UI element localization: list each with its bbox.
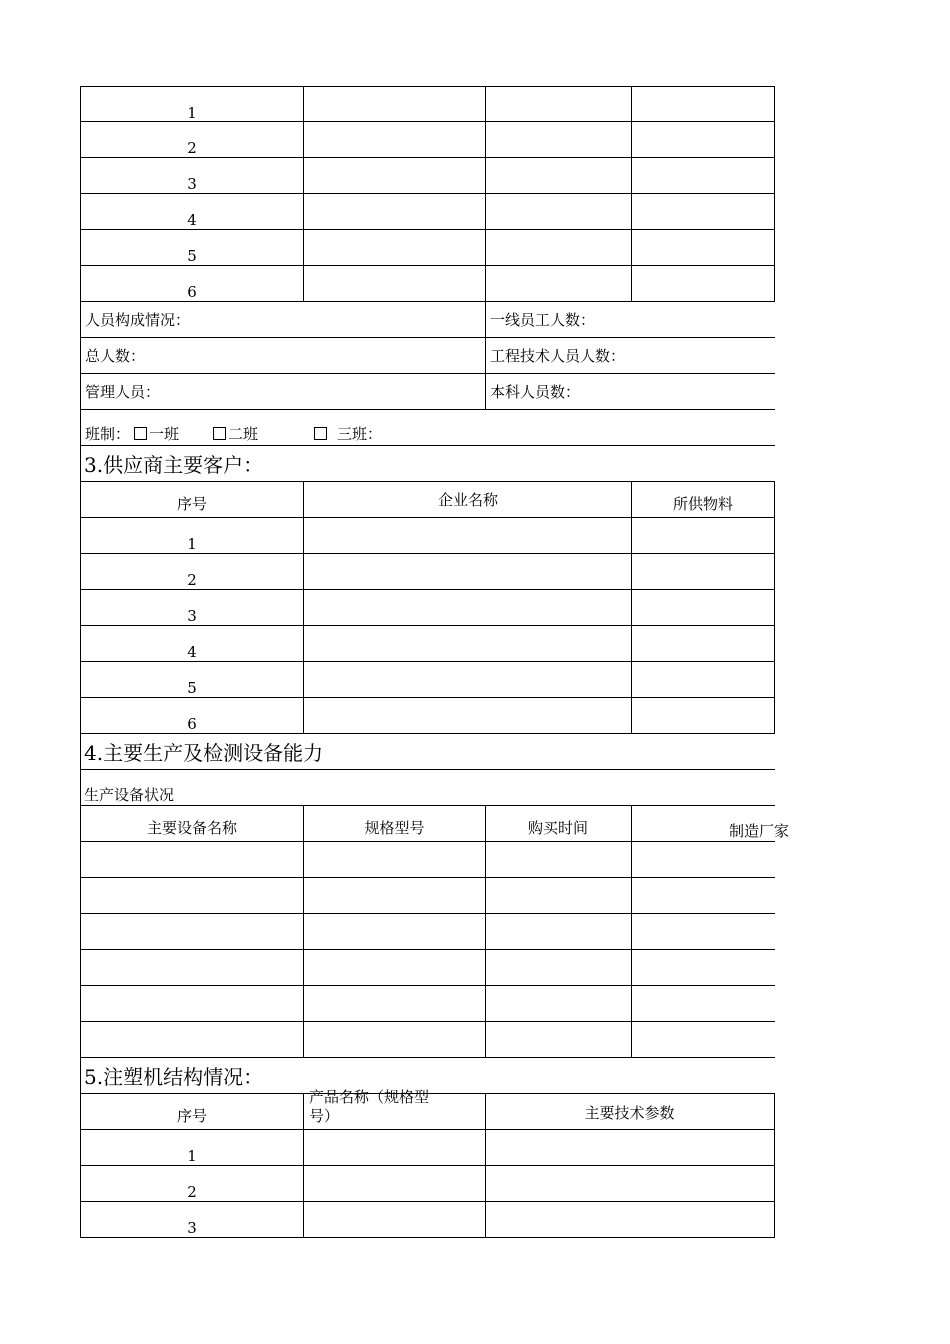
row-index: 3 — [187, 175, 197, 193]
section3-rows — [80, 518, 775, 734]
purchase-date-cell[interactable] — [485, 842, 632, 878]
equipment-name-cell[interactable] — [80, 1022, 304, 1058]
table-row — [80, 878, 775, 914]
section3-header-company-text: 企业名称 — [437, 491, 498, 509]
section3-title: 3.供应商主要客户： — [80, 446, 775, 482]
blank-cell[interactable] — [304, 122, 486, 158]
table-row — [80, 266, 775, 302]
row-index: 4 — [187, 211, 197, 229]
row-index: 6 — [187, 283, 197, 301]
company-cell[interactable] — [304, 626, 632, 662]
row-index: 5 — [187, 679, 197, 697]
row-index-cell — [80, 1166, 304, 1202]
row-index: 4 — [187, 643, 197, 661]
table-row — [80, 590, 775, 626]
table-row — [80, 1166, 775, 1202]
table-row — [80, 914, 775, 950]
section5-header-product-line2: 号） — [309, 1107, 340, 1125]
material-cell[interactable] — [631, 554, 775, 590]
shift-3-label: 三班： — [337, 425, 383, 443]
table-row — [80, 86, 775, 122]
section3-header-company — [304, 482, 632, 518]
engineers-cell — [485, 338, 775, 374]
table-row — [80, 626, 775, 662]
section3-title-row — [80, 446, 775, 482]
table-row — [80, 986, 775, 1022]
company-cell[interactable] — [304, 554, 632, 590]
total-cell — [80, 338, 485, 374]
table-row — [80, 842, 775, 878]
row-index-cell — [80, 1130, 304, 1166]
managers-label: 管理人员： — [85, 383, 161, 401]
section5-header-params — [485, 1094, 775, 1130]
row-index: 1 — [187, 104, 197, 122]
shift-3-checkbox[interactable] — [314, 427, 327, 440]
company-cell[interactable] — [304, 590, 632, 626]
section5-header-product-line1: 产品名称（规格型 — [309, 1088, 430, 1106]
table-row — [80, 194, 775, 230]
product-cell[interactable] — [304, 1166, 486, 1202]
section5-header-index — [80, 1094, 304, 1130]
section4-header-row — [80, 806, 790, 842]
shift-1-label: 一班 — [149, 425, 180, 443]
section4-subtitle: 生产设备状况 — [84, 786, 175, 804]
frontline-label: 一线员工人数： — [490, 311, 596, 329]
shift-label: 班制： — [85, 425, 131, 443]
bachelor-cell — [485, 374, 775, 410]
section4-header-maker-text: 制造厂家 — [729, 822, 790, 840]
total-label: 总人数： — [85, 347, 146, 365]
blank-cell[interactable] — [485, 158, 632, 194]
shift-2-checkbox[interactable] — [213, 427, 226, 440]
section5-title: 5.注塑机结构情况： — [80, 1058, 775, 1094]
section5-header-index-text: 序号 — [176, 1107, 207, 1125]
table-row — [80, 122, 775, 158]
section3-header-index-text: 序号 — [176, 495, 207, 513]
bachelor-label: 本科人员数： — [490, 383, 581, 401]
purchase-date-cell[interactable] — [485, 878, 632, 914]
equipment-model-cell[interactable] — [304, 842, 486, 878]
table-row — [80, 230, 775, 266]
equipment-name-cell[interactable] — [80, 986, 304, 1022]
table-row — [80, 662, 775, 698]
blank-cell[interactable] — [304, 86, 486, 122]
manufacturer-cell[interactable] — [631, 878, 775, 914]
shift-2-label: 二班 — [228, 425, 259, 443]
section4-header-name — [80, 806, 304, 842]
section4-rows — [80, 842, 775, 1058]
section4-header-date-text: 购买时间 — [527, 819, 588, 837]
material-cell[interactable] — [631, 698, 775, 734]
section4-title: 4.主要生产及检测设备能力 — [80, 734, 775, 770]
row-index: 1 — [187, 1147, 197, 1165]
blank-cell[interactable] — [304, 230, 486, 266]
section4-subtitle-row — [80, 770, 775, 806]
blank-cell[interactable] — [631, 122, 775, 158]
table-row — [80, 1022, 775, 1058]
frontline-cell — [485, 302, 775, 338]
row-index-cell — [80, 1202, 304, 1238]
params-cell[interactable] — [485, 1202, 775, 1238]
shift-cell — [80, 410, 775, 446]
blank-cell[interactable] — [304, 194, 486, 230]
section4-header-name-text: 主要设备名称 — [146, 819, 237, 837]
table-row — [80, 158, 775, 194]
row-index: 3 — [187, 1219, 197, 1237]
equipment-name-cell[interactable] — [80, 914, 304, 950]
personnel-composition-cell — [80, 302, 485, 338]
section5-rows — [80, 1130, 775, 1238]
managers-cell — [80, 374, 485, 410]
section5-header-row — [80, 1088, 775, 1130]
material-cell[interactable] — [631, 518, 775, 554]
row-index-cell — [80, 698, 304, 734]
blank-cell[interactable] — [304, 266, 486, 302]
blank-cell[interactable] — [485, 122, 632, 158]
product-cell[interactable] — [304, 1202, 486, 1238]
table-row — [80, 554, 775, 590]
table-row — [80, 1130, 775, 1166]
product-cell[interactable] — [304, 1130, 486, 1166]
purchase-date-cell[interactable] — [485, 1022, 632, 1058]
equipment-model-cell[interactable] — [304, 914, 486, 950]
personnel-composition-label: 人员构成情况： — [85, 311, 191, 329]
blank-cell[interactable] — [485, 266, 632, 302]
row-index-cell — [80, 554, 304, 590]
form-sheet — [80, 86, 790, 1238]
blank-cell[interactable] — [631, 158, 775, 194]
section4-header-model-text: 规格型号 — [364, 819, 425, 837]
section4-subtitle-cell — [80, 770, 775, 806]
row-index: 2 — [187, 571, 197, 589]
row-index-cell — [80, 194, 304, 230]
row-index: 1 — [187, 535, 197, 553]
row-index-cell — [80, 230, 304, 266]
row-index-cell — [80, 626, 304, 662]
row-index: 2 — [187, 139, 197, 157]
personnel-block — [80, 302, 775, 446]
manufacturer-cell[interactable] — [631, 842, 775, 878]
section4-header-date — [485, 806, 632, 842]
purchase-date-cell[interactable] — [485, 914, 632, 950]
row-index: 6 — [187, 715, 197, 733]
section3-header-material-text: 所供物料 — [672, 495, 733, 513]
blank-cell[interactable] — [631, 194, 775, 230]
section5-header-params-text: 主要技术参数 — [584, 1104, 675, 1122]
manufacturer-cell[interactable] — [631, 914, 775, 950]
section3-header-row — [80, 482, 775, 518]
equipment-model-cell[interactable] — [304, 878, 486, 914]
section5-header-product — [304, 1088, 486, 1130]
equipment-name-cell[interactable] — [80, 950, 304, 986]
section3-header-index — [80, 482, 304, 518]
manufacturer-cell[interactable] — [631, 950, 775, 986]
material-cell[interactable] — [631, 590, 775, 626]
row-index-cell — [80, 86, 304, 122]
params-cell[interactable] — [485, 1130, 775, 1166]
section5-header-product-text — [309, 1088, 429, 1126]
table-row — [80, 698, 775, 734]
row-index-cell — [80, 122, 304, 158]
table-row — [80, 1202, 775, 1238]
row-index-cell — [80, 158, 304, 194]
blank-cell[interactable] — [304, 158, 486, 194]
blank-cell[interactable] — [485, 86, 632, 122]
manufacturer-cell[interactable] — [631, 986, 775, 1022]
shift-line — [81, 410, 775, 444]
blank-cell[interactable] — [631, 266, 775, 302]
blank-cell[interactable] — [631, 230, 775, 266]
purchase-date-cell[interactable] — [485, 986, 632, 1022]
equipment-name-cell[interactable] — [80, 842, 304, 878]
table-row — [80, 950, 775, 986]
material-cell[interactable] — [631, 626, 775, 662]
params-cell[interactable] — [485, 1166, 775, 1202]
row-index-cell — [80, 266, 304, 302]
blank-cell[interactable] — [485, 230, 632, 266]
equipment-name-cell[interactable] — [80, 878, 304, 914]
engineers-label: 工程技术人员人数： — [490, 347, 626, 365]
section4-title-row — [80, 734, 775, 770]
company-cell[interactable] — [304, 698, 632, 734]
table-top — [80, 86, 775, 302]
material-cell[interactable] — [631, 662, 775, 698]
row-index-cell — [80, 662, 304, 698]
table-row — [80, 518, 775, 554]
manufacturer-cell[interactable] — [631, 1022, 775, 1058]
equipment-model-cell[interactable] — [304, 950, 486, 986]
section4-header-maker — [631, 806, 790, 842]
equipment-model-cell[interactable] — [304, 986, 486, 1022]
row-index: 3 — [187, 607, 197, 625]
section3-header-material — [631, 482, 775, 518]
row-index: 2 — [187, 1183, 197, 1201]
blank-cell[interactable] — [631, 86, 775, 122]
row-index-cell — [80, 590, 304, 626]
row-index-cell — [80, 518, 304, 554]
company-cell[interactable] — [304, 518, 632, 554]
section4-header-model — [304, 806, 486, 842]
row-index: 5 — [187, 247, 197, 265]
shift-1-checkbox[interactable] — [134, 427, 147, 440]
purchase-date-cell[interactable] — [485, 950, 632, 986]
company-cell[interactable] — [304, 662, 632, 698]
equipment-model-cell[interactable] — [304, 1022, 486, 1058]
blank-cell[interactable] — [485, 194, 632, 230]
